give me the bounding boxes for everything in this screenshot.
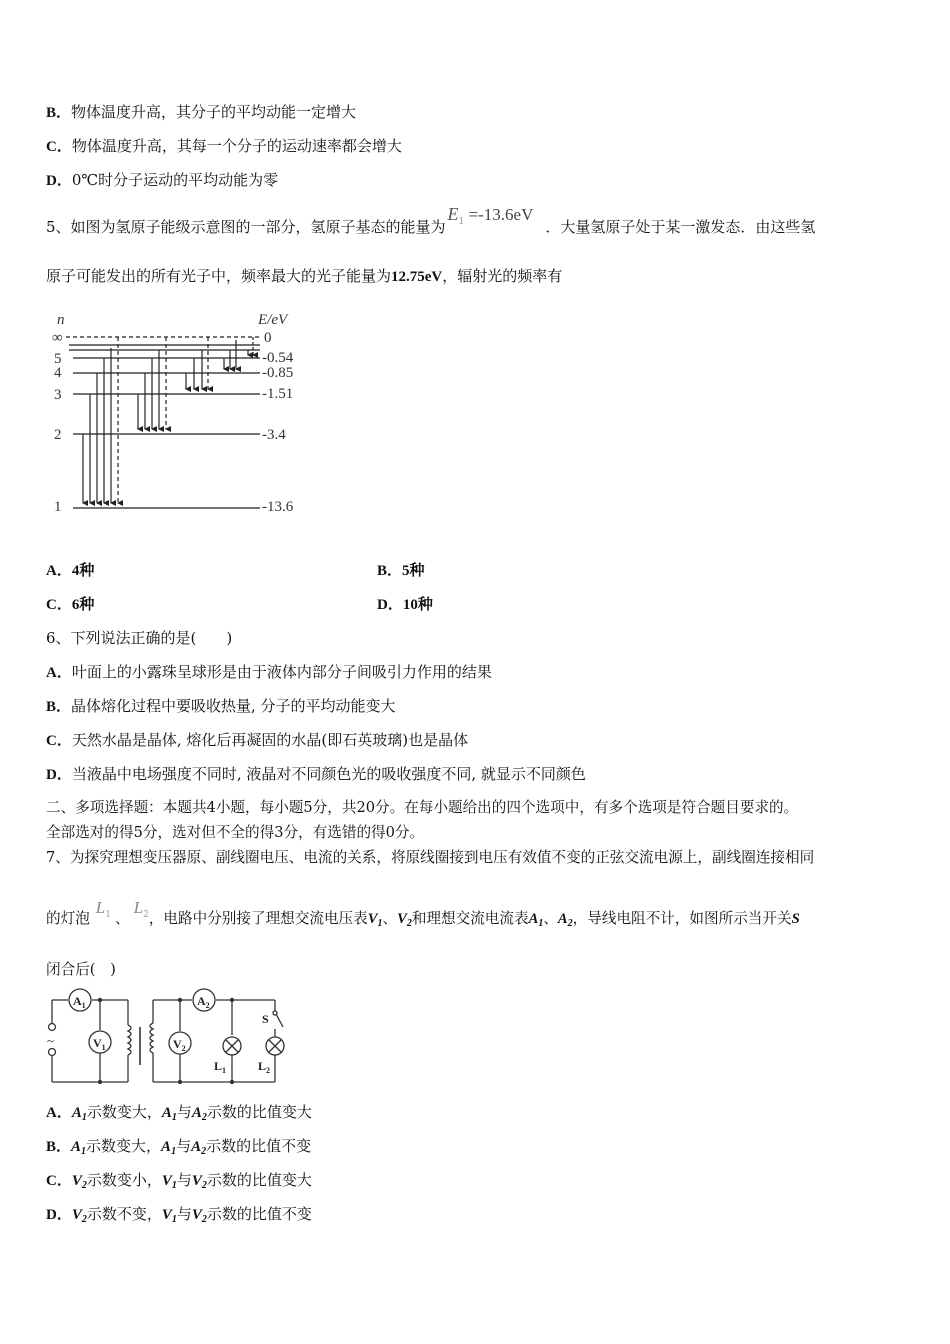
transformer-circuit-diagram (40, 985, 300, 1090)
switch-s-label: S (262, 1012, 269, 1026)
q5-formula (447, 204, 534, 227)
q7-text: ，导线电阻不计，如图所示当开关 (572, 910, 792, 927)
level-e-2: -3.4 (262, 427, 286, 443)
l2-sub: 2 (143, 910, 149, 920)
meter: A (161, 1139, 172, 1155)
energy-level-diagram (40, 300, 320, 530)
option-text: 与 (176, 1205, 192, 1223)
q7-option-d (46, 1204, 312, 1230)
meter: V (191, 1173, 202, 1189)
separator: 、 (382, 910, 398, 927)
level-e-3: -1.51 (262, 386, 294, 402)
q7-stem-line3: 闭合后( ) (46, 961, 116, 978)
formula-sub: 1 (458, 217, 465, 227)
meter-sub: 1 (171, 1180, 177, 1191)
meter-sub: 1 (171, 1112, 177, 1123)
option-label: C． (46, 139, 72, 155)
option-text: 示数变大， (86, 1103, 162, 1121)
q7-option-b (46, 1136, 311, 1162)
option-text: 与 (176, 1171, 192, 1189)
v1-symbol: V (367, 911, 378, 927)
q6-stem: 6、下列说法正确的是( ) (46, 629, 233, 647)
label: A (197, 994, 206, 1008)
option-text: 5种 (402, 563, 425, 579)
meter-sub: 2 (81, 1180, 87, 1191)
option-label: B． (46, 1139, 72, 1155)
level-n-5: 5 (54, 351, 62, 367)
level-e-1: -13.6 (262, 499, 294, 515)
option-text: 10种 (402, 597, 433, 613)
option-text: 示数变小， (86, 1171, 162, 1189)
a2-sub: 2 (567, 918, 573, 929)
option-label: D． (46, 767, 72, 783)
ammeter-a2-label (197, 994, 210, 1010)
option-label: D． (46, 1207, 72, 1223)
option-text: 天然水晶是晶体, 熔化后再凝固的水晶(即石英玻璃)也是晶体 (71, 731, 469, 749)
q6-option-b (46, 696, 396, 717)
level-n-inf: ∞ (52, 330, 63, 346)
q5-stem-line2 (46, 266, 562, 287)
q5-stem-text: ，辐射光的频率有 (442, 267, 563, 285)
option-label: B． (377, 563, 403, 579)
meter-sub: 2 (81, 1214, 87, 1225)
l2-formula (133, 898, 149, 920)
option-label: A． (46, 665, 72, 681)
meter-sub: 1 (171, 1214, 177, 1225)
option-label: D． (46, 173, 72, 189)
meter: A (191, 1139, 202, 1155)
section2-instructions-line2: 全部选对的得5分，选对但不全的得3分，有选错的得0分。 (46, 824, 425, 841)
meter-sub: 1 (171, 1146, 177, 1157)
q6-option-a (46, 662, 492, 683)
meter: V (191, 1207, 202, 1223)
q5-option-d (377, 594, 433, 615)
option-label: C． (46, 597, 72, 613)
q7-text: ，电路中分别接了理想交流电压表 (148, 910, 368, 927)
meter-sub: 2 (201, 1180, 207, 1191)
option-label: B． (46, 105, 72, 121)
separator: 、 (543, 910, 558, 927)
sub: 1 (81, 1001, 86, 1010)
option-label: C． (46, 1173, 72, 1189)
sub: 1 (222, 1066, 227, 1075)
option-text: 与 (176, 1103, 192, 1121)
option-label: D． (377, 597, 403, 613)
sub: 2 (266, 1066, 271, 1075)
meter: A (191, 1105, 202, 1121)
q5-stem-text-2: ．大量氢原子处于某一激发态．由这些氢 (545, 218, 816, 236)
option-text: 0℃时分子运动的平均动能为零 (71, 171, 279, 189)
formula-value: =-13.6eV (464, 205, 534, 224)
l1-symbol: L (95, 898, 106, 917)
sub: 2 (205, 1001, 210, 1010)
label: A (73, 994, 82, 1008)
option-label: A． (46, 563, 72, 579)
level-e-5: -0.54 (262, 350, 294, 366)
meter-sub: 1 (81, 1146, 87, 1157)
level-n-1: 1 (54, 499, 62, 515)
lamp-l1-label (214, 1059, 226, 1075)
q5-stem-text: 5、如图为氢原子能级示意图的一部分，氢原子基态的能量为 (46, 218, 446, 236)
option-label: B． (46, 699, 72, 715)
q5-stem-line1 (46, 204, 816, 244)
meter: V (161, 1173, 172, 1189)
meter: A (161, 1105, 172, 1121)
separator: 、 (115, 910, 130, 927)
option-text: 示数的比值不变 (206, 1137, 312, 1155)
meter-sub: 2 (201, 1112, 207, 1123)
ammeter-a1-label (73, 994, 86, 1010)
option-text: 晶体熔化过程中要吸收热量, 分子的平均动能变大 (71, 697, 396, 715)
label: L (258, 1059, 267, 1073)
label: L (214, 1059, 223, 1073)
label: V (93, 1036, 102, 1050)
q7-stem-line2 (46, 898, 800, 935)
q7-text: 的灯泡 (46, 910, 90, 927)
level-e-4: -0.85 (262, 365, 294, 381)
q5-stem-text: 原子可能发出的所有光子中，频率最大的光子能量为 (46, 267, 392, 285)
meter: V (71, 1207, 82, 1223)
lamp-l2-label (258, 1059, 270, 1075)
option-text: 示数的比值变大 (206, 1171, 312, 1189)
option-label: C． (46, 733, 72, 749)
q4-option-d (46, 170, 278, 191)
switch-symbol: S (791, 911, 800, 927)
l2-symbol: L (133, 898, 144, 917)
level-e-inf: 0 (264, 330, 272, 346)
sub: 2 (181, 1044, 186, 1053)
q7-text: 和理想交流电流表 (411, 910, 529, 927)
q6-option-d (46, 764, 586, 785)
level-n-2: 2 (54, 427, 62, 443)
voltmeter-v1-label (93, 1036, 106, 1052)
option-text: 6种 (71, 597, 95, 613)
l1-sub: 1 (105, 910, 111, 920)
option-text: 与 (176, 1137, 192, 1155)
v1-sub: 1 (377, 918, 383, 929)
sub: 1 (101, 1043, 106, 1052)
option-text: 叶面上的小露珠呈球形是由于液体内部分子间吸引力作用的结果 (71, 663, 492, 681)
meter-sub: 2 (201, 1214, 207, 1225)
a1-sub: 1 (538, 918, 544, 929)
meter-sub: 2 (201, 1146, 207, 1157)
formula-symbol: E (447, 204, 459, 224)
option-text: 物体温度升高，其分子的平均动能一定增大 (71, 103, 357, 121)
option-text: 4种 (71, 563, 95, 579)
meter: V (71, 1173, 82, 1189)
label: V (173, 1037, 182, 1051)
e-axis-label: E/eV (258, 312, 288, 328)
q5-option-a (46, 560, 94, 581)
v2-symbol: V (397, 911, 407, 927)
meter: A (71, 1105, 82, 1121)
n-axis-label: n (57, 312, 65, 328)
q4-option-b (46, 102, 356, 123)
q5-option-b (377, 560, 425, 581)
section2-instructions-line1: 二、多项选择题：本题共4小题，每小题5分，共20分。在每小题给出的四个选项中，有多个选项是符合题目要求的。 (46, 799, 799, 816)
q5-option-c (46, 594, 94, 615)
meter-sub: 1 (81, 1112, 87, 1123)
a1-symbol: A (528, 911, 539, 927)
q7-option-a (46, 1102, 312, 1128)
voltmeter-v2-label (173, 1037, 186, 1053)
option-text: 示数变大， (86, 1137, 162, 1155)
l1-formula (95, 898, 111, 920)
q4-option-c (46, 136, 402, 157)
q7-option-c (46, 1170, 312, 1196)
level-n-4: 4 (54, 365, 62, 381)
option-text: 示数不变， (86, 1205, 162, 1223)
meter: A (71, 1139, 82, 1155)
level-n-3: 3 (54, 387, 62, 403)
a2-symbol: A (557, 911, 568, 927)
meter: V (161, 1207, 172, 1223)
option-text: 当液晶中电场强度不同时, 液晶对不同颜色光的吸收强度不同, 就显示不同颜色 (71, 765, 586, 783)
v2-sub: 2 (406, 918, 412, 929)
ac-source-icon: ~ (47, 1033, 55, 1048)
option-text: 物体温度升高，其每一个分子的运动速率都会增大 (71, 137, 402, 155)
q5-energy-value: 12.75eV (391, 269, 443, 285)
option-text: 示数的比值变大 (206, 1103, 312, 1121)
q7-stem-line1: 7、为探究理想变压器原、副线圈电压、电流的关系，将原线圈接到电压有效值不变的正弦交流电源上，副线圈连接相同 (46, 849, 815, 866)
option-text: 示数的比值不变 (206, 1205, 312, 1223)
option-label: A． (46, 1105, 72, 1121)
q6-option-c (46, 730, 468, 751)
